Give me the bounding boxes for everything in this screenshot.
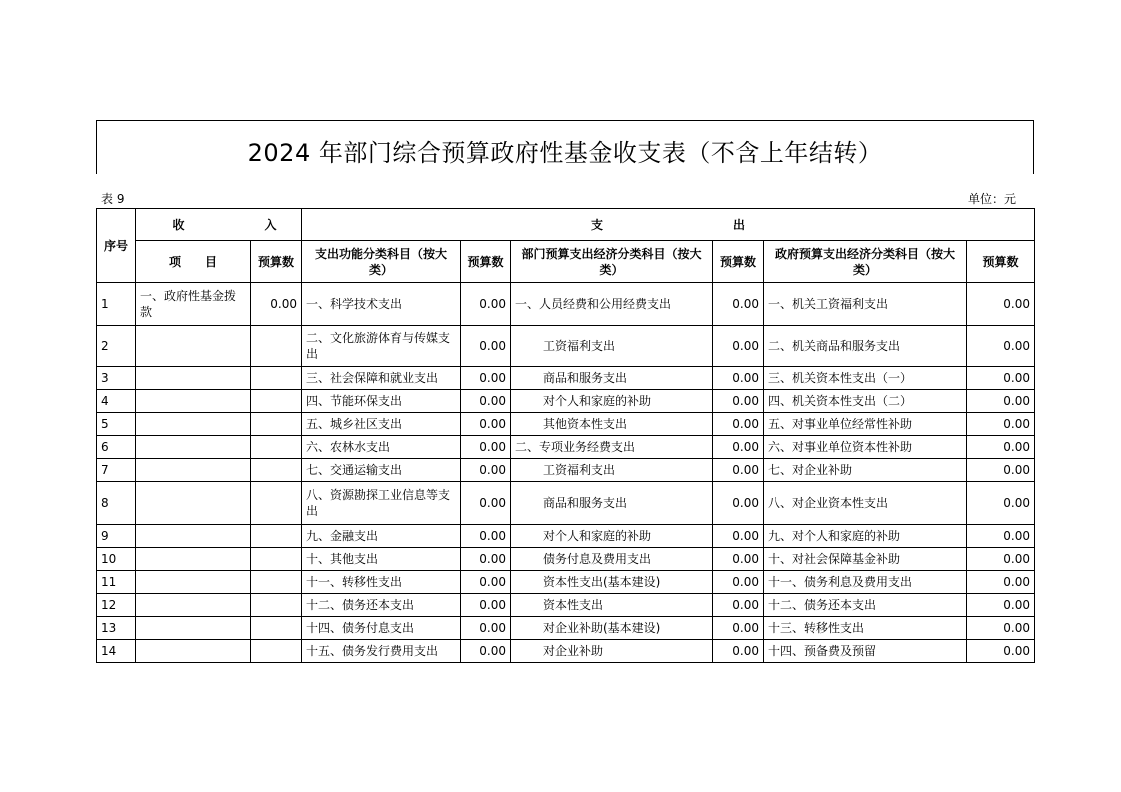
gov-amount: 0.00 xyxy=(967,617,1035,640)
gov-budget-header: 预算数 xyxy=(967,241,1035,283)
table-row xyxy=(97,548,1035,571)
func-budget-header: 预算数 xyxy=(461,241,511,283)
func-amount: 0.00 xyxy=(461,367,511,390)
dept-amount: 0.00 xyxy=(713,459,764,482)
row-number: 1 xyxy=(97,283,136,326)
row-number: 11 xyxy=(97,571,136,594)
gov-econ-item: 一、机关工资福利支出 xyxy=(764,283,967,326)
expense-header xyxy=(302,209,1035,241)
table-row xyxy=(97,390,1035,413)
gov-amount: 0.00 xyxy=(967,525,1035,548)
func-amount: 0.00 xyxy=(461,326,511,367)
income-amount xyxy=(251,571,302,594)
gov-amount: 0.00 xyxy=(967,413,1035,436)
gov-amount: 0.00 xyxy=(967,640,1035,663)
gov-econ-item: 二、机关商品和服务支出 xyxy=(764,326,967,367)
gov-amount: 0.00 xyxy=(967,548,1035,571)
row-number: 9 xyxy=(97,525,136,548)
func-class-item: 一、科学技术支出 xyxy=(302,283,461,326)
income-amount xyxy=(251,640,302,663)
gov-econ-item: 六、对事业单位资本性补助 xyxy=(764,436,967,459)
dept-econ-item: 二、专项业务经费支出 xyxy=(511,436,713,459)
func-class-item: 四、节能环保支出 xyxy=(302,390,461,413)
gov-econ-item: 八、对企业资本性支出 xyxy=(764,482,967,525)
func-class-item: 十二、债务还本支出 xyxy=(302,594,461,617)
func-amount: 0.00 xyxy=(461,640,511,663)
gov-econ-item: 十二、债务还本支出 xyxy=(764,594,967,617)
income-item xyxy=(136,640,251,663)
page-title: 2024 年部门综合预算政府性基金收支表（不含上年结转） xyxy=(247,139,883,167)
seq-header: 序号 xyxy=(97,209,136,283)
dept-amount: 0.00 xyxy=(713,413,764,436)
gov-amount: 0.00 xyxy=(967,283,1035,326)
row-number: 2 xyxy=(97,326,136,367)
table-row xyxy=(97,459,1035,482)
row-number: 8 xyxy=(97,482,136,525)
row-number: 13 xyxy=(97,617,136,640)
dept-amount: 0.00 xyxy=(713,326,764,367)
gov-amount: 0.00 xyxy=(967,571,1035,594)
income-item xyxy=(136,482,251,525)
dept-econ-item: 商品和服务支出 xyxy=(511,482,713,525)
income-item xyxy=(136,413,251,436)
row-number: 3 xyxy=(97,367,136,390)
gov-amount: 0.00 xyxy=(967,594,1035,617)
dept-amount: 0.00 xyxy=(713,390,764,413)
dept-amount: 0.00 xyxy=(713,594,764,617)
table-row xyxy=(97,482,1035,525)
income-amount xyxy=(251,594,302,617)
func-amount: 0.00 xyxy=(461,594,511,617)
dept-econ-item: 债务付息及费用支出 xyxy=(511,548,713,571)
func-class-header: 支出功能分类科目（按大类） xyxy=(302,241,461,283)
func-class-item: 三、社会保障和就业支出 xyxy=(302,367,461,390)
dept-econ-item: 对企业补助(基本建设) xyxy=(511,617,713,640)
func-class-item: 七、交通运输支出 xyxy=(302,459,461,482)
dept-econ-item: 商品和服务支出 xyxy=(511,367,713,390)
income-budget-header: 预算数 xyxy=(251,241,302,283)
table-row xyxy=(97,594,1035,617)
income-amount xyxy=(251,525,302,548)
func-class-item: 六、农林水支出 xyxy=(302,436,461,459)
income-amount xyxy=(251,390,302,413)
income-item xyxy=(136,326,251,367)
gov-amount: 0.00 xyxy=(967,390,1035,413)
table-number: 表 9 xyxy=(101,192,125,206)
dept-budget-header: 预算数 xyxy=(713,241,764,283)
dept-amount: 0.00 xyxy=(713,640,764,663)
table-row xyxy=(97,525,1035,548)
func-amount: 0.00 xyxy=(461,571,511,594)
income-item xyxy=(136,617,251,640)
income-amount xyxy=(251,367,302,390)
func-class-item: 十、其他支出 xyxy=(302,548,461,571)
expense-header-b: 出 xyxy=(733,217,746,232)
dept-amount: 0.00 xyxy=(713,283,764,326)
table-row xyxy=(97,617,1035,640)
budget-table xyxy=(96,208,1035,663)
gov-amount: 0.00 xyxy=(967,326,1035,367)
income-header-a: 收 xyxy=(172,217,185,232)
income-amount xyxy=(251,459,302,482)
row-number: 7 xyxy=(97,459,136,482)
income-item xyxy=(136,367,251,390)
dept-econ-item: 其他资本性支出 xyxy=(511,413,713,436)
func-amount: 0.00 xyxy=(461,283,511,326)
func-amount: 0.00 xyxy=(461,413,511,436)
title-box xyxy=(96,120,1034,174)
func-class-item: 十四、债务付息支出 xyxy=(302,617,461,640)
income-item: 一、政府性基金拨款 xyxy=(136,283,251,326)
row-number: 4 xyxy=(97,390,136,413)
gov-amount: 0.00 xyxy=(967,482,1035,525)
dept-amount: 0.00 xyxy=(713,571,764,594)
dept-econ-item: 资本性支出 xyxy=(511,594,713,617)
income-amount xyxy=(251,548,302,571)
gov-econ-header: 政府预算支出经济分类科目（按大类） xyxy=(764,241,967,283)
table-row xyxy=(97,367,1035,390)
func-class-item: 八、资源勘探工业信息等支出 xyxy=(302,482,461,525)
dept-amount: 0.00 xyxy=(713,367,764,390)
func-amount: 0.00 xyxy=(461,525,511,548)
income-header-b: 入 xyxy=(264,217,277,232)
income-item xyxy=(136,459,251,482)
income-item xyxy=(136,390,251,413)
dept-econ-item: 工资福利支出 xyxy=(511,326,713,367)
dept-econ-item: 工资福利支出 xyxy=(511,459,713,482)
func-amount: 0.00 xyxy=(461,390,511,413)
gov-econ-item: 五、对事业单位经常性补助 xyxy=(764,413,967,436)
gov-amount: 0.00 xyxy=(967,459,1035,482)
dept-econ-item: 对个人和家庭的补助 xyxy=(511,525,713,548)
table-row xyxy=(97,413,1035,436)
func-class-item: 十一、转移性支出 xyxy=(302,571,461,594)
item-header: 项 目 xyxy=(136,241,251,283)
income-item xyxy=(136,548,251,571)
row-number: 14 xyxy=(97,640,136,663)
income-amount xyxy=(251,413,302,436)
dept-econ-item: 对个人和家庭的补助 xyxy=(511,390,713,413)
income-amount xyxy=(251,436,302,459)
table-row xyxy=(97,326,1035,367)
income-item xyxy=(136,436,251,459)
func-class-item: 九、金融支出 xyxy=(302,525,461,548)
dept-amount: 0.00 xyxy=(713,617,764,640)
func-class-item: 十五、债务发行费用支出 xyxy=(302,640,461,663)
table-row xyxy=(97,571,1035,594)
dept-econ-item: 对企业补助 xyxy=(511,640,713,663)
table-row xyxy=(97,640,1035,663)
dept-econ-item: 资本性支出(基本建设) xyxy=(511,571,713,594)
income-amount xyxy=(251,617,302,640)
gov-econ-item: 十四、预备费及预留 xyxy=(764,640,967,663)
func-class-item: 二、文化旅游体育与传媒支出 xyxy=(302,326,461,367)
gov-econ-item: 九、对个人和家庭的补助 xyxy=(764,525,967,548)
row-number: 6 xyxy=(97,436,136,459)
gov-econ-item: 十一、债务利息及费用支出 xyxy=(764,571,967,594)
gov-amount: 0.00 xyxy=(967,436,1035,459)
dept-amount: 0.00 xyxy=(713,525,764,548)
dept-econ-item: 一、人员经费和公用经费支出 xyxy=(511,283,713,326)
dept-amount: 0.00 xyxy=(713,548,764,571)
unit-label: 单位：元 xyxy=(968,192,1017,206)
gov-econ-item: 十三、转移性支出 xyxy=(764,617,967,640)
gov-amount: 0.00 xyxy=(967,367,1035,390)
func-class-item: 五、城乡社区支出 xyxy=(302,413,461,436)
income-amount xyxy=(251,326,302,367)
func-amount: 0.00 xyxy=(461,459,511,482)
func-amount: 0.00 xyxy=(461,482,511,525)
gov-econ-item: 四、机关资本性支出（二） xyxy=(764,390,967,413)
dept-amount: 0.00 xyxy=(713,436,764,459)
income-amount: 0.00 xyxy=(251,283,302,326)
func-amount: 0.00 xyxy=(461,617,511,640)
func-amount: 0.00 xyxy=(461,548,511,571)
income-item xyxy=(136,571,251,594)
table-row xyxy=(97,283,1035,326)
gov-econ-item: 七、对企业补助 xyxy=(764,459,967,482)
gov-econ-item: 十、对社会保障基金补助 xyxy=(764,548,967,571)
table-row xyxy=(97,436,1035,459)
row-number: 10 xyxy=(97,548,136,571)
income-header xyxy=(136,209,302,241)
income-item xyxy=(136,594,251,617)
gov-econ-item: 三、机关资本性支出（一） xyxy=(764,367,967,390)
expense-header-a: 支 xyxy=(590,217,603,232)
income-item xyxy=(136,525,251,548)
row-number: 5 xyxy=(97,413,136,436)
row-number: 12 xyxy=(97,594,136,617)
dept-amount: 0.00 xyxy=(713,482,764,525)
dept-econ-header: 部门预算支出经济分类科目（按大类） xyxy=(511,241,713,283)
income-amount xyxy=(251,482,302,525)
func-amount: 0.00 xyxy=(461,436,511,459)
